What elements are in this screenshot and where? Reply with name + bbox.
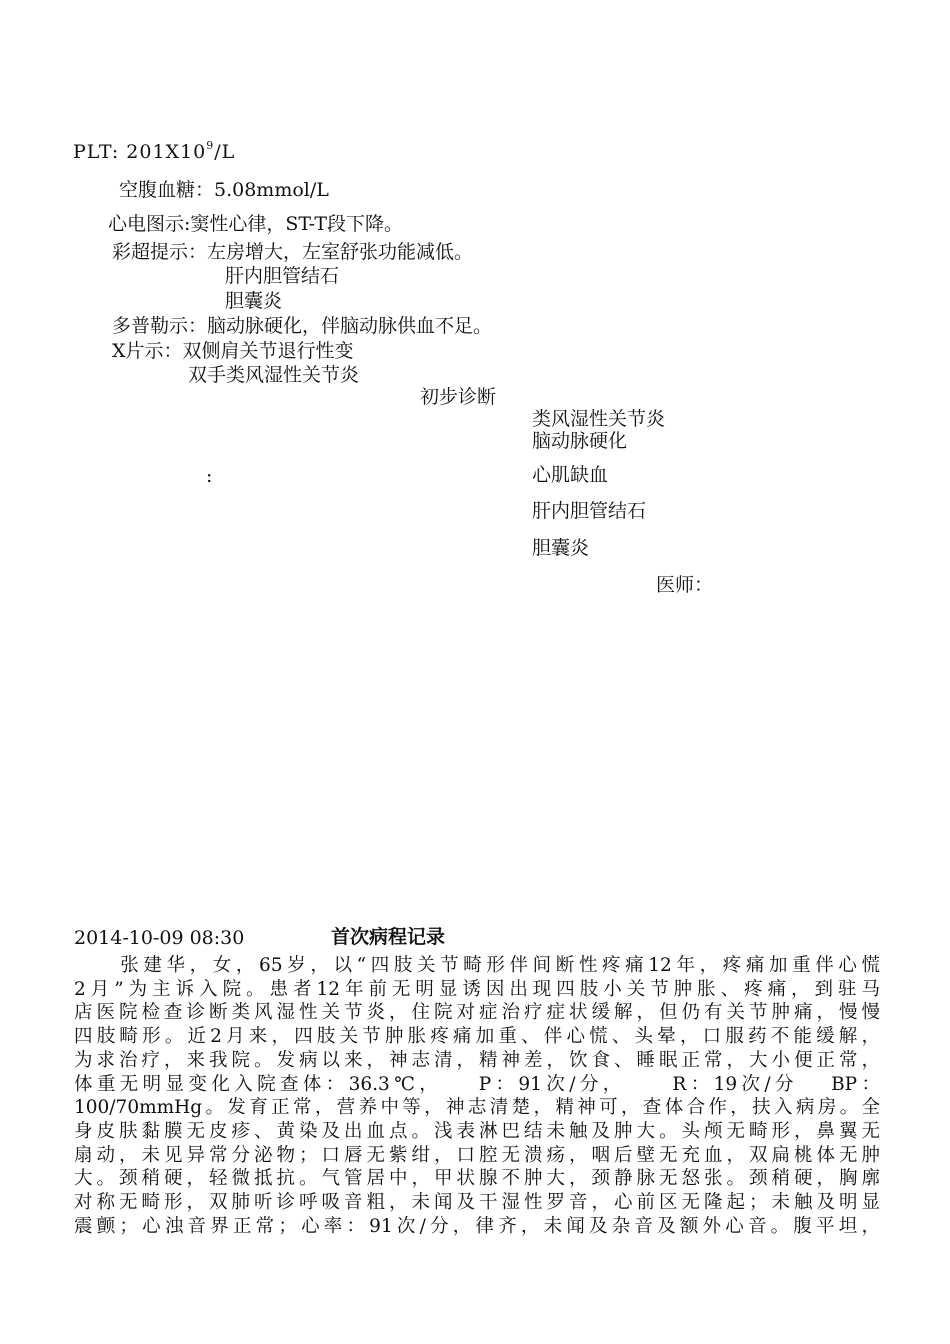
- xray-result-2: 双手类风湿性关节炎: [188, 364, 360, 386]
- record-line: 店医院检查诊断类风湿性关节炎，住院对症治疗症状缓解，但仍有关节肿痛，慢慢: [74, 1002, 880, 1024]
- record-line: 震颤；心浊音界正常；心率：91次/分，律齐，未闻及杂音及额外心音。腹平坦，: [74, 1215, 880, 1237]
- record-line: 100/70mmHg。发育正常，营养中等，神志清楚，精神可，查体合作，扶入病房。全: [74, 1097, 880, 1119]
- diagnosis-item: 心肌缺血: [532, 464, 609, 486]
- diagnosis-item: 脑动脉硬化: [532, 430, 628, 452]
- diagnosis-item: 胆囊炎: [532, 537, 590, 559]
- echo-result-3: 胆囊炎: [225, 290, 283, 312]
- echo-result-1: 彩超提示：左房增大，左室舒张功能减低。: [112, 241, 474, 263]
- doctor-signature-label: 医师：: [656, 574, 714, 596]
- xray-result-1: X片示：双侧肩关节退行性变: [112, 340, 354, 362]
- record-line: 为求治疗，来我院。发病以来，神志清，精神差，饮食、睡眠正常，大小便正常，: [74, 1049, 880, 1071]
- diagnosis-heading: 初步诊断: [420, 386, 497, 408]
- record-line: 大。颈稍硬，轻微抵抗。气管居中，甲状腺不肿大，颈静脉无怒张。颈稍硬，胸廓: [74, 1168, 880, 1190]
- record-line: 四肢畸形。近2月来，四肢关节肿胀疼痛加重、伴心慌、头晕，口服药不能缓解，: [74, 1026, 880, 1048]
- record-datetime: 2014-10-09 08:30: [74, 927, 245, 949]
- diagnosis-colon: :: [206, 465, 213, 487]
- record-line: 对称无畸形，双肺听诊呼吸音粗，未闻及干湿性罗音，心前区无隆起；未触及明显: [74, 1192, 880, 1214]
- record-body: [74, 954, 880, 1238]
- diagnosis-item: 类风湿性关节炎: [532, 408, 666, 430]
- record-title: 首次病程记录: [331, 926, 446, 948]
- record-line: 张建华，女，65岁，以“四肢关节畸形伴间断性疼痛12年，疼痛加重伴心慌: [74, 955, 880, 976]
- ecg-result: 心电图示:窦性心律，ST-T段下降。: [108, 213, 404, 235]
- diagnosis-item: 肝内胆管结石: [532, 500, 647, 522]
- record-line: 身皮肤黏膜无皮疹、黄染及出血点。浅表淋巴结未触及肿大。头颅无畸形，鼻翼无: [74, 1120, 880, 1142]
- record-line: 体重无明显变化入院查体：36.3℃， P：91次/分， R：19次/分 BP：: [74, 1073, 880, 1095]
- plt-result: PLT: $201X10^9/L$: [73, 138, 236, 163]
- echo-result-2: 肝内胆管结石: [225, 265, 340, 287]
- glucose-result: 空腹血糖：5.08mmol/L: [119, 179, 329, 201]
- record-line: 2月”为主诉入院。患者12年前无明显诱因出现四肢小关节肿胀、疼痛，到驻马: [74, 978, 880, 1000]
- record-line: 扇动，未见异常分泌物；口唇无紫绀，口腔无溃疡，咽后壁无充血，双扁桃体无肿: [74, 1144, 880, 1166]
- plt-exponent: 9: [206, 138, 215, 152]
- doppler-result: 多普勒示：脑动脉硬化，伴脑动脉供血不足。: [112, 315, 493, 337]
